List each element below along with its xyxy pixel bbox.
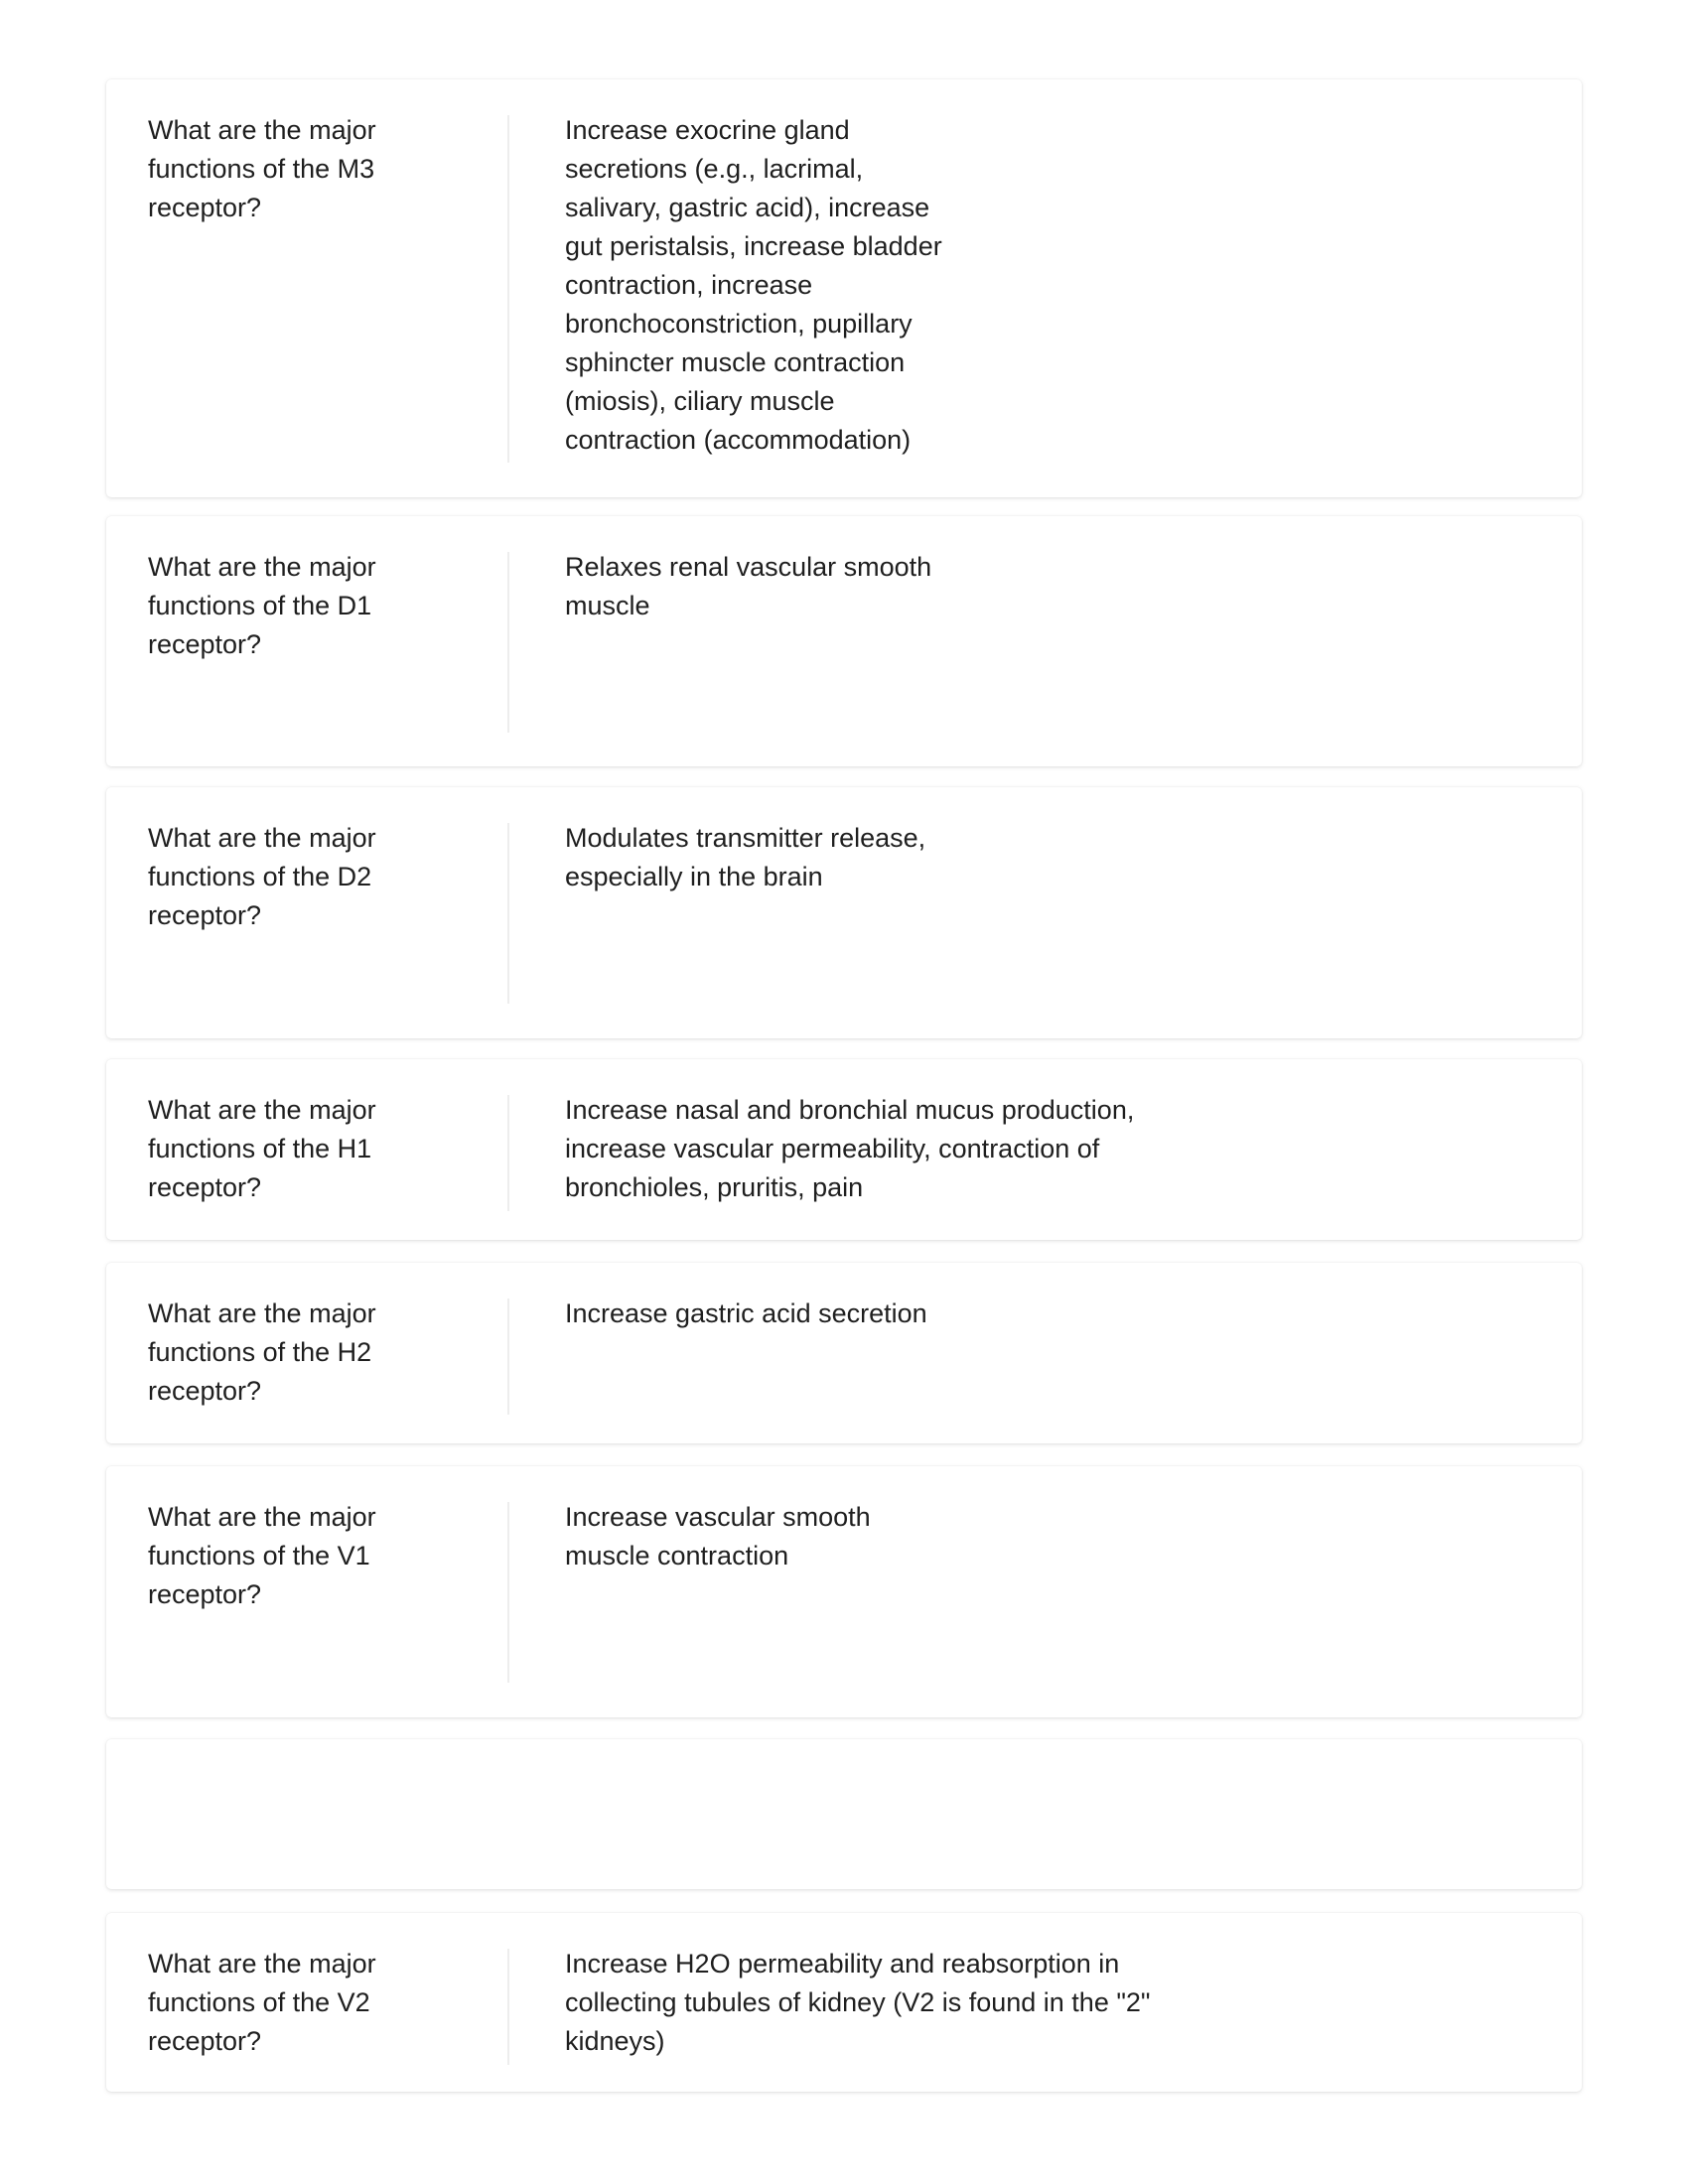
flashcard xyxy=(106,516,1582,766)
card-question: What are the major functions of the V1 receptor? xyxy=(148,1502,376,1609)
flashcard xyxy=(106,1059,1582,1240)
flashcard xyxy=(106,1263,1582,1443)
card-answer: Relaxes renal vascular smooth muscle xyxy=(565,552,932,620)
card-question: What are the major functions of the H2 receptor? xyxy=(148,1298,376,1406)
card-answer: Increase H2O permeability and reabsorption in collecting tubules of kidney (V2 is found in the "2" kidneys) xyxy=(565,1949,1151,2056)
card-question: What are the major functions of the D1 receptor? xyxy=(148,552,376,659)
flashcard xyxy=(106,787,1582,1038)
flashcard xyxy=(106,1466,1582,1717)
card-question: What are the major functions of the M3 receptor? xyxy=(148,115,376,222)
card-divider xyxy=(507,823,509,1004)
card-answer: Modulates transmitter release, especially in the brain xyxy=(565,823,926,891)
card-divider xyxy=(507,1502,509,1683)
flashcard xyxy=(106,1913,1582,2092)
card-divider xyxy=(507,115,509,463)
card-divider xyxy=(507,552,509,733)
card-answer: Increase vascular smooth muscle contraction xyxy=(565,1502,871,1570)
card-divider xyxy=(507,1095,509,1211)
card-answer: Increase exocrine gland secretions (e.g., lacrimal, salivary, gastric acid), increase gut peristalsis, increase bladder contraction, increase bronchoconstriction, pupillary sphincter muscle contraction (miosis), ciliary muscle contraction (accommodation) xyxy=(565,115,942,455)
card-question: What are the major functions of the H1 receptor? xyxy=(148,1095,376,1202)
card-question: What are the major functions of the V2 receptor? xyxy=(148,1949,376,2056)
card-answer: Increase gastric acid secretion xyxy=(565,1298,927,1328)
card-divider xyxy=(507,1298,509,1415)
flashcard-empty xyxy=(106,1739,1582,1889)
card-question: What are the major functions of the D2 receptor? xyxy=(148,823,376,930)
card-divider xyxy=(507,1949,509,2065)
card-answer: Increase nasal and bronchial mucus production, increase vascular permeability, contraction of bronchioles, pruritis, pain xyxy=(565,1095,1135,1202)
flashcard xyxy=(106,79,1582,497)
